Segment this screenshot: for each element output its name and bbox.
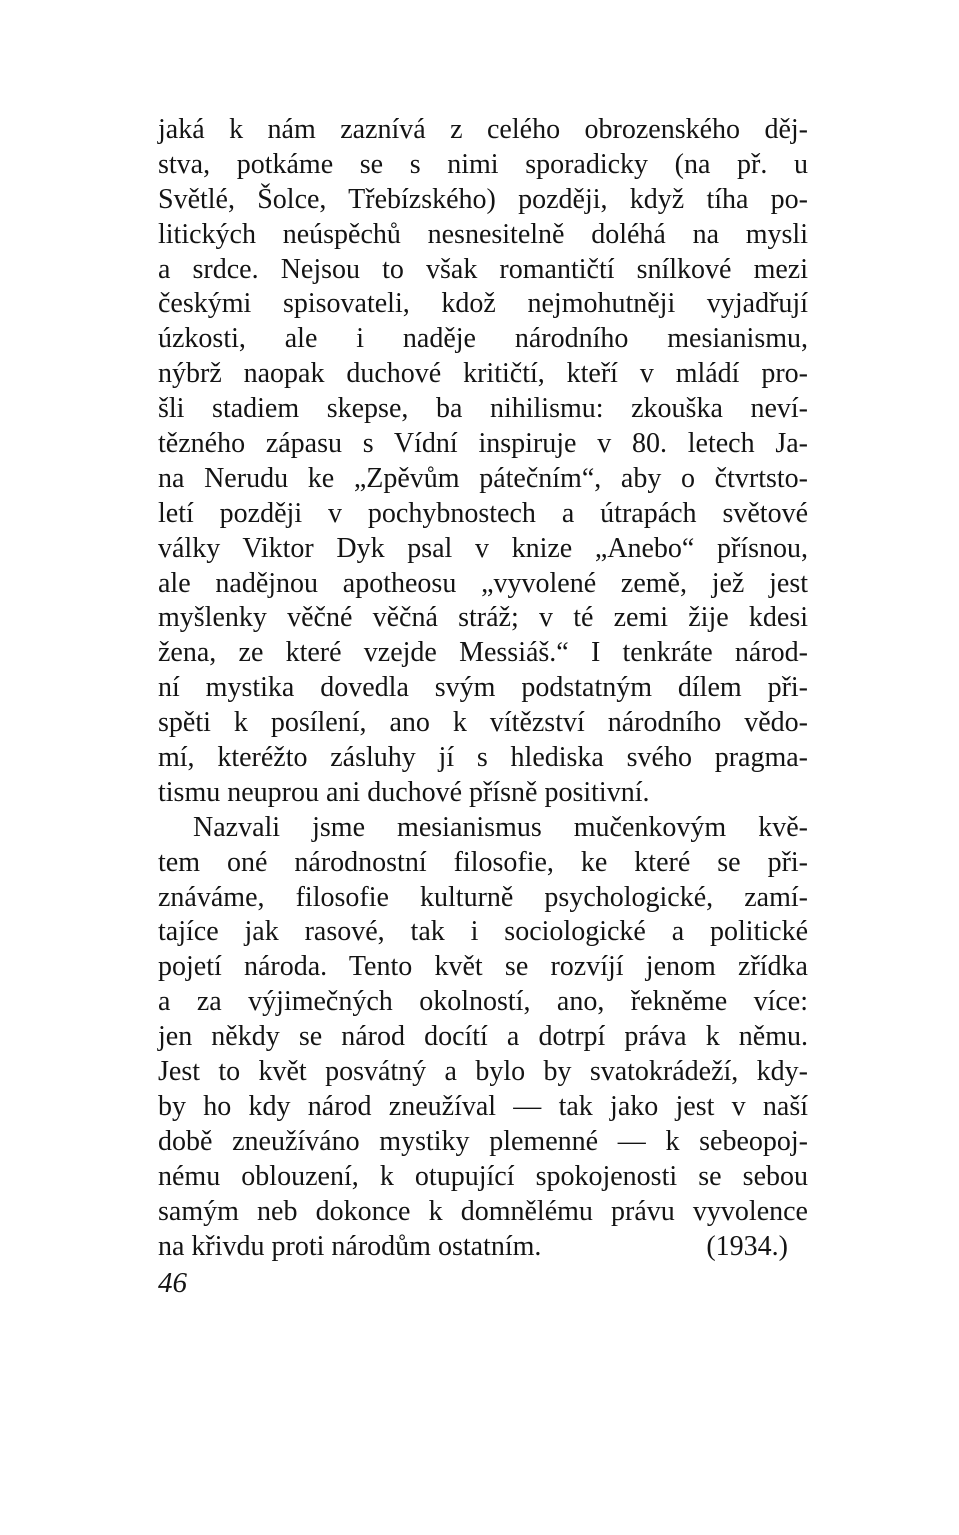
essay-date: (1934.) [706,1230,788,1262]
text-line: letí později v pochybnostech a útrapách světové [158,497,808,529]
text-line: a srdce. Nejsou to však romantičtí snílkové mezi [158,253,808,285]
text-line: Jest to květ posvátný a bylo by svatokrádeží, kdy- [158,1056,808,1088]
text-line: na křivdu proti národům ostatním. [158,1230,542,1262]
text-line: pojetí národa. Tento květ se rozvíjí jenom zřídka [158,951,808,983]
text-line: samým neb dokonce k domnělému právu vyvolence [158,1195,808,1227]
text-line: šli stadiem skepse, ba nihilismu: zkouška neví- [158,393,808,425]
text-line: stva, potkáme se s nimi sporadicky (na př. u [158,148,808,180]
paragraph-1 [158,113,808,811]
page-number: 46 [158,1267,187,1299]
text-line: by ho kdy národ zneužíval — tak jako jest v naší [158,1090,808,1122]
text-line: jen někdy se národ docítí a dotrpí práva k němu. [158,1021,808,1053]
text-line: nému oblouzení, k otupující spokojenosti se sebou [158,1160,808,1192]
text-line: tismu neuprou ani duchové přísně positivní. [158,776,650,808]
text-line: tem oné národnostní filosofie, ke které se při- [158,846,808,878]
text-line: a za výjimečných okolností, ano, řekněme více: [158,986,808,1018]
text-line: ale nadějnou apotheosu „vyvolené země, jež jest [158,567,808,599]
text-line: jaká k nám zaznívá z celého obrozenského děj- [158,114,808,145]
text-line: tězného zápasu s Vídní inspiruje v 80. letech Ja- [158,428,808,460]
text-line: žena, ze které vzejde Messiáš.“ I tenkráte národ- [158,637,808,669]
text-line: mí, kteréžto zásluhy jí s hlediska svého pragma- [158,742,808,774]
text-line: na Nerudu ke „Zpěvům pátečním“, aby o čtvrtsto- [158,462,808,494]
text-line: spěti k posílení, ano k vítězství národního vědo- [158,707,808,739]
text-line: tajíce jak rasové, tak i sociologické a politické [158,916,808,948]
text-line: Nazvali jsme mesianismus mučenkovým kvě- [193,811,808,843]
text-line: době zneužíváno mystiky plemenné — k sebeopoj- [158,1125,808,1157]
text-line: nýbrž naopak duchové kritičtí, kteří v mládí pro- [158,358,808,390]
text-line: ní mystika dovedla svým podstatným dílem při- [158,672,808,704]
text-line: Světlé, Šolce, Třebízského) později, když tíha po- [158,183,808,215]
paragraph-2 [158,811,808,1265]
text-line: války Viktor Dyk psal v knize „Anebo“ přísnou, [158,532,808,564]
text-line: českými spisovateli, kdož nejmohutněji vyjadřují [158,288,808,320]
text-line: znáváme, filosofie kulturně psychologické, zamí- [158,881,808,913]
final-line [158,1230,788,1265]
body-text [158,113,808,1264]
text-line: úzkosti, ale i naděje národního mesianismu, [158,323,808,355]
text-line: litických neúspěchů nesnesitelně doléhá na mysli [158,218,808,250]
text-line: myšlenky věčné věčná stráž; v té zemi žije kdesi [158,602,808,634]
